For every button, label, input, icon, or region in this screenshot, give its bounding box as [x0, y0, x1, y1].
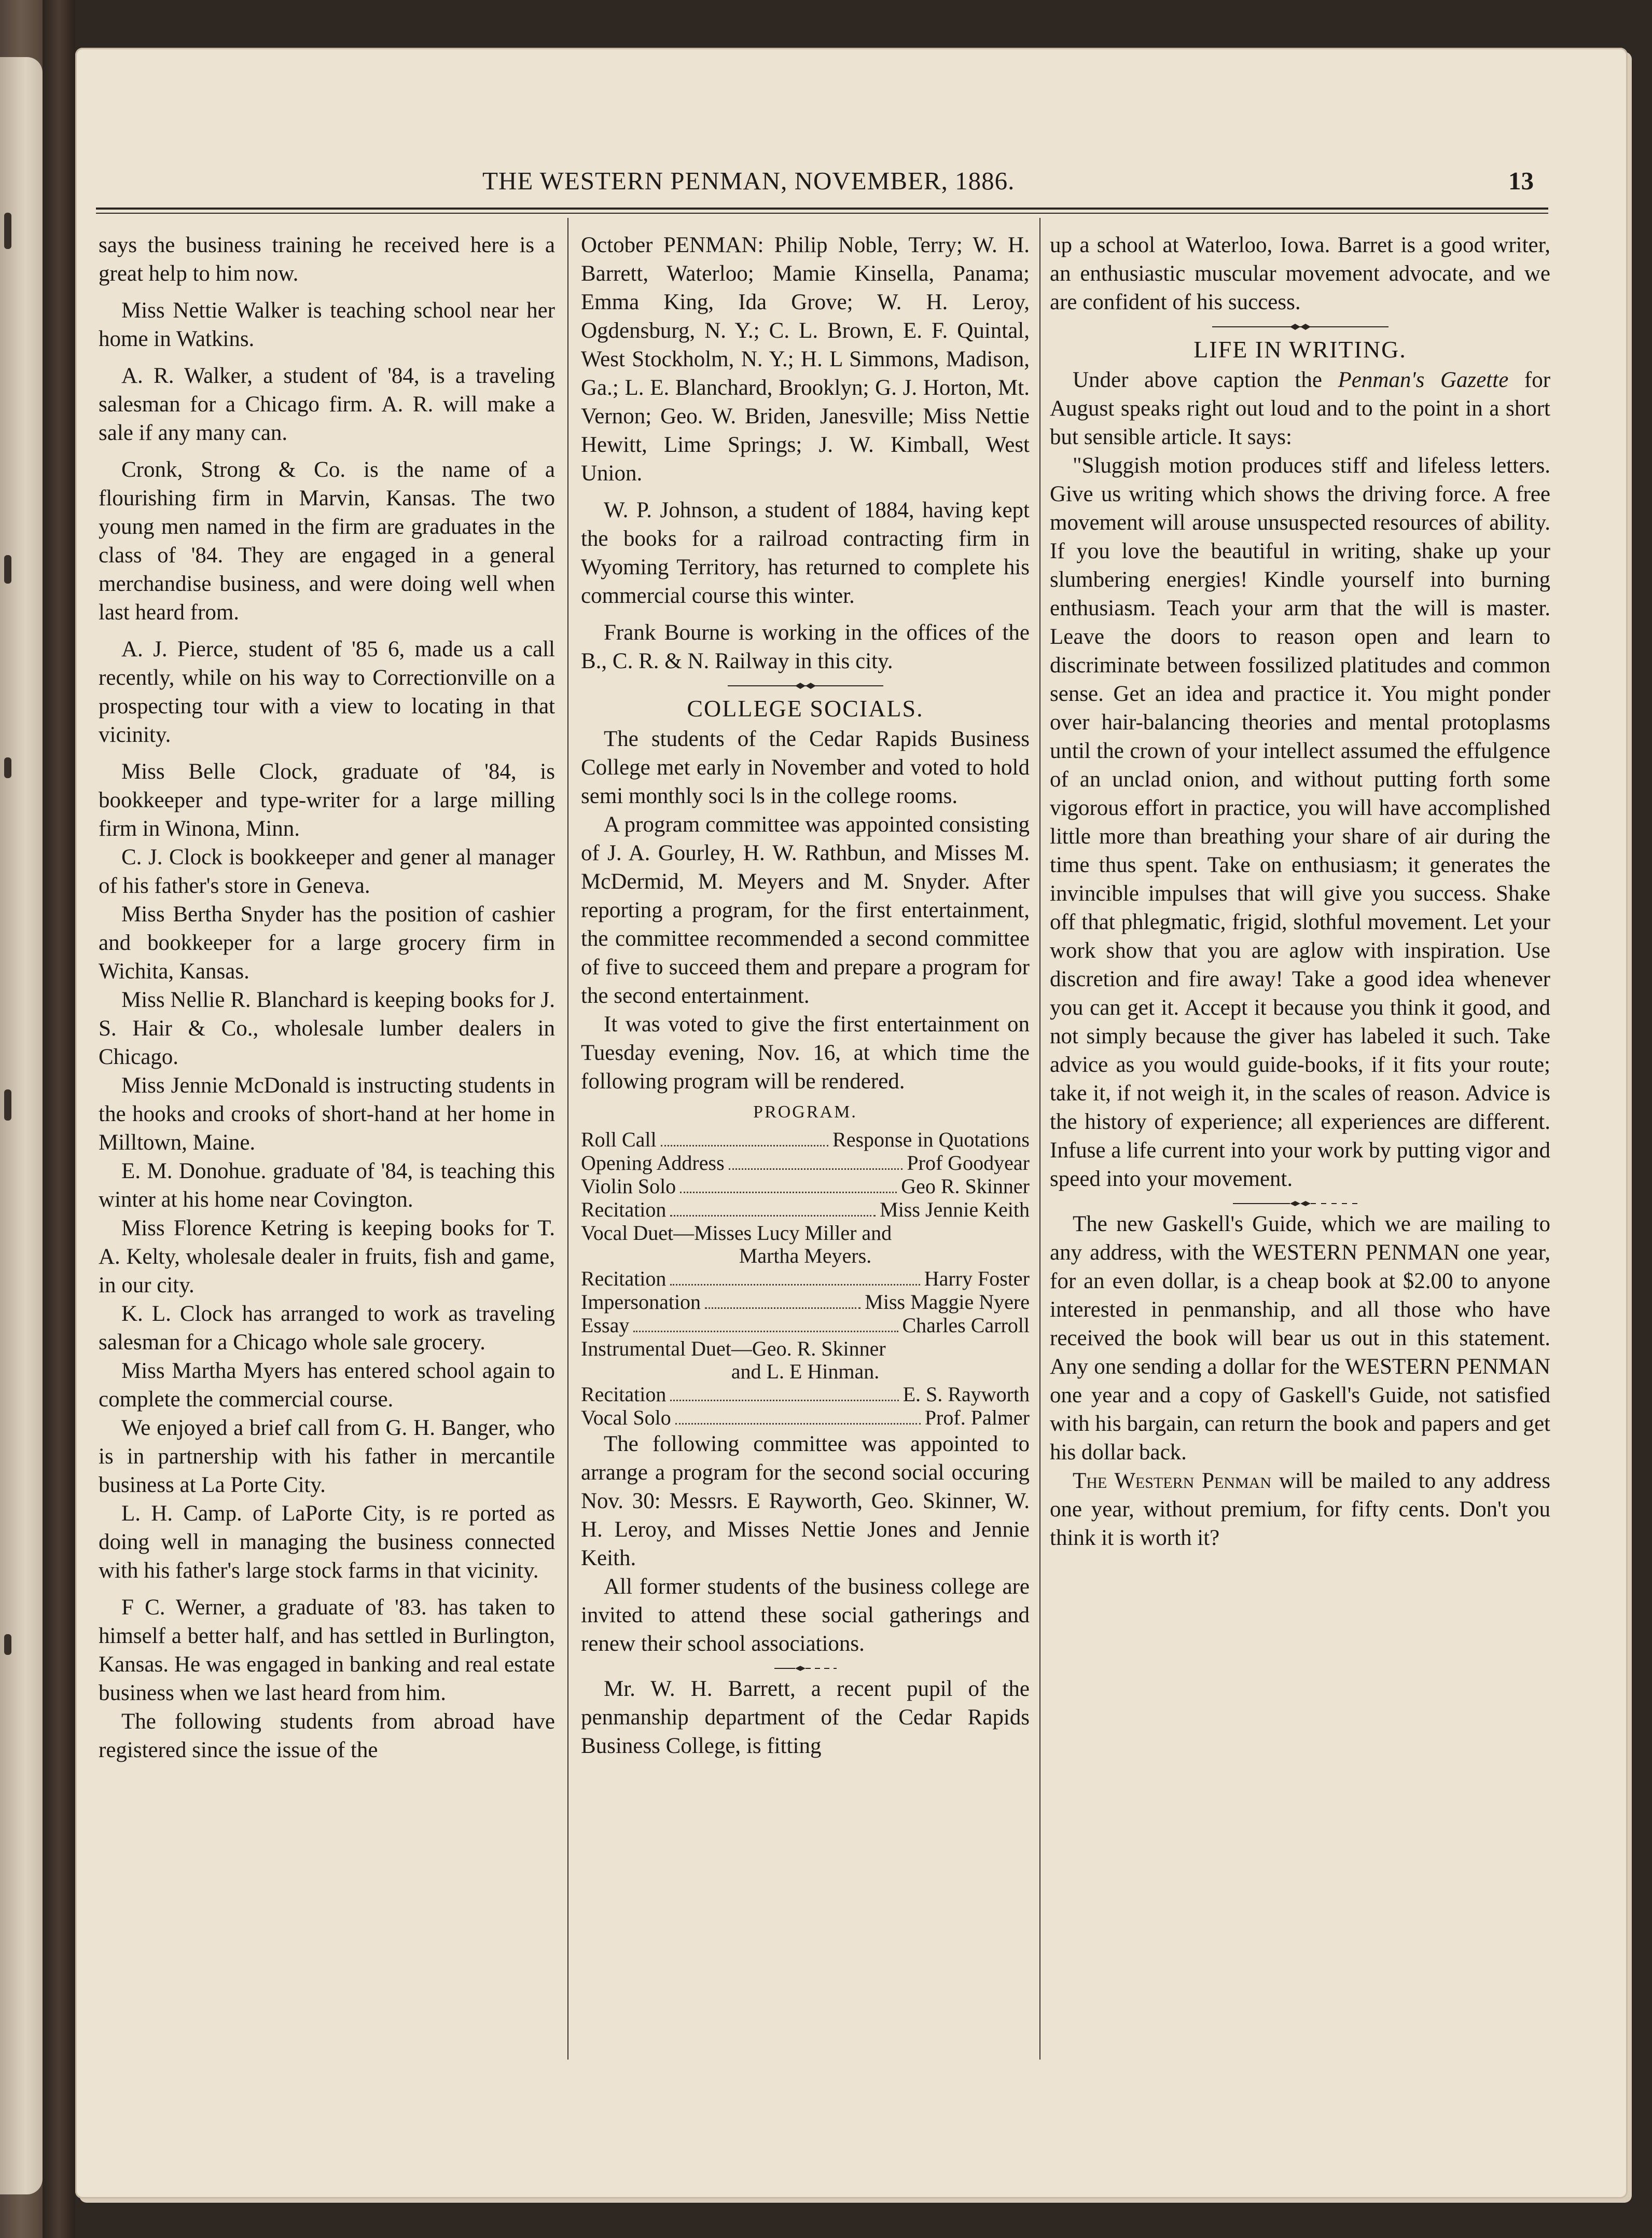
paragraph: The new Gaskell's Guide, which we are mailing to any address, with the WESTERN PENMAN one year, for an even dollar, is a cheap book at $2.00 to anyone interested in penmanship, and all those who have received the book will bear us out in this statement. Any one sending a dollar for the WESTERN PENMAN one year and a copy of Gaskell's Guide, not satisfied with his bargain, can return the book and papers and get his dollar back.: [1050, 1212, 1550, 1465]
program-item: [581, 1267, 1030, 1291]
paragraph: The following students from abroad have registered since the issue of the: [99, 1709, 555, 1762]
intro-text: for August speaks right out loud and to the point in a short but sensible article. It says:: [1050, 368, 1551, 449]
paragraph: Mr. W. H. Barrett, a recent pupil of the penmanship department of the Cedar Rapids Business College, is fitting: [581, 1677, 1030, 1758]
page-number: 13: [1508, 167, 1534, 195]
binding-mark: [4, 213, 11, 249]
program-item: [581, 1152, 1030, 1175]
leader-dots: [670, 1400, 898, 1401]
paragraph: E. M. Donohue. graduate of '84, is teaching this winter at his home near Covington.: [99, 1159, 555, 1212]
paragraph: K. L. Clock has arranged to work as traveling salesman for a Chicago whole sale grocery.: [99, 1302, 555, 1355]
leader-dots: [670, 1215, 876, 1217]
paragraph: [1050, 1467, 1550, 1552]
paragraph: Miss Nettie Walker is teaching school near her home in Watkins.: [99, 298, 555, 351]
leader-dots: [661, 1145, 828, 1146]
ornament-divider: [728, 681, 883, 691]
paragraph: [1050, 366, 1550, 451]
program-item-performer: Harry Foster: [924, 1267, 1030, 1290]
leader-dots: [670, 1284, 920, 1286]
leader-dots: [633, 1331, 898, 1332]
ornament-divider: [1233, 1198, 1368, 1209]
binding-mark: [4, 757, 11, 778]
column-2: [581, 231, 1030, 1760]
program-item: [581, 1291, 1030, 1314]
publication-name: Penman's Gazette: [1338, 368, 1509, 392]
paragraph: Miss Belle Clock, graduate of '84, is bookkeeper and type-writer for a large milling firm in Winona, Minn.: [99, 759, 555, 841]
header-title: THE WESTERN PENMAN, NOVEMBER, 1886.: [482, 167, 1015, 195]
program-item-title: Recitation: [581, 1383, 667, 1406]
paragraph: Cronk, Strong & Co. is the name of a flourishing firm in Marvin, Kansas. The two young men named in the firm are graduates in the class of '84. They are engaged in a general merchandise business, and were doing well when last heard from.: [99, 458, 555, 625]
paragraph: W. P. Johnson, a student of 1884, having kept the books for a railroad contracting firm in Wyoming Territory, has returned to complete his commercial course this winter.: [581, 498, 1030, 608]
program-heading: PROGRAM.: [753, 1102, 857, 1122]
paragraph: C. J. Clock is bookkeeper and gener al manager of his father's store in Geneva.: [99, 845, 555, 898]
program-item-continuation: and L. E Hinman.: [731, 1360, 880, 1383]
leader-dots: [705, 1307, 860, 1309]
ornament-divider: [1212, 322, 1389, 332]
program-item-performer: Miss Maggie Nyere: [865, 1290, 1030, 1314]
publication-name: The Western Penman: [1073, 1469, 1271, 1493]
binding-mark: [4, 555, 11, 584]
program-item-performer: Response in Quotations: [832, 1128, 1030, 1151]
paragraph: Miss Bertha Snyder has the position of cashier and bookkeeper for a large grocery firm in Wichita, Kansas.: [99, 902, 555, 984]
program-item-title: Recitation: [581, 1198, 667, 1221]
intro-text: Under above caption the: [1073, 368, 1338, 392]
leader-dots: [680, 1192, 897, 1193]
paragraph: All former students of the business college are invited to attend these social gatherings and renew their school associations.: [581, 1574, 1030, 1656]
program-item-performer: Charles Carroll: [902, 1314, 1030, 1337]
paragraph: It was voted to give the first entertainment on Tuesday evening, Nov. 16, at which time the following program will be rendered.: [581, 1012, 1030, 1094]
section-heading: LIFE IN WRITING.: [1193, 336, 1407, 363]
header-rule: [96, 208, 1548, 210]
paragraph: F C. Werner, a graduate of '83. has taken to himself a better half, and has settled in Burlington, Kansas. He was engaged in banking and real estate business when we last heard from him.: [99, 1595, 555, 1705]
paragraph: Miss Martha Myers has entered school again to complete the commercial course.: [99, 1359, 555, 1412]
paragraph: Miss Jennie McDonald is instructing students in the hooks and crooks of short-hand at her home in Milltown, Maine.: [99, 1073, 555, 1155]
program-item-performer: E. S. Rayworth: [903, 1383, 1030, 1406]
column-divider: [1039, 218, 1040, 2060]
paragraph: Miss Florence Ketring is keeping books for T. A. Kelty, wholesale dealer in fruits, fish and game, in our city.: [99, 1216, 555, 1297]
program-item: [581, 1337, 1030, 1360]
paragraph-text: will be mailed to any address one year, without premium, for fifty cents. Don't you think it is worth it?: [1050, 1469, 1551, 1550]
program-item-title: Opening Address: [581, 1151, 725, 1175]
paragraph: A program committee was appointed consisting of J. A. Gourley, H. W. Rathbun, and Misses M. McDermid, M. Meyers and M. Snyder. After reporting a program, for the first entertainment, the committee recommended a second committee of five to succeed them and prepare a program for the second entertainment.: [581, 812, 1030, 1008]
section-heading: COLLEGE SOCIALS.: [687, 695, 924, 722]
program-item-performer: Prof. Palmer: [924, 1406, 1030, 1429]
program-item-title: Recitation: [581, 1267, 667, 1290]
program-item-performer: Miss Jennie Keith: [880, 1198, 1030, 1221]
program-item: [581, 1198, 1030, 1222]
running-header: [96, 166, 1548, 208]
paragraph: up a school at Waterloo, Iowa. Barret is a good writer, an enthusiastic muscular movement advocate, and we are confident of his success.: [1050, 233, 1550, 314]
program-item-title: Impersonation: [581, 1290, 701, 1314]
quotation: "Sluggish motion produces stiff and lifeless letters. Give us writing which shows the driving force. A free movement will arouse unsuspected resources of ability. If you love the beautiful in writing, shake up your slumbering energies! Kindle yourself into burning enthusiasm. Teach your arm that the will is master. Leave the doors to reason open and learn to discriminate between fossilized platitudes and common sense. Get an idea and practice it. You might ponder over hair-balancing theories and mental protoplasms until the crown of your intellect assumed the effulgence of an unclad onion, and without putting forth some vigorous effort in practice, you will have accomplished little more than breathing your share of air during the time thus spent. Take on enthusiasm; it generates the invincible impulses that will give you success. Shake off that phlegmatic, frigid, slothful movement. Let your work show that you are aglow with inspiration. Use discretion and fire away! Take a good idea whenever you can get it. Accept it because you think it good, and not simply because the giver has labeled it such. Take advice as you would guide-books, if it fits your route; take it, if not weigh it, in the scales of reason. Advice is the history of experience; all experiences are different. Infuse a life current into your work by putting vigor and speed into your movement.: [1050, 453, 1550, 1191]
program-item-title: Vocal Solo: [581, 1406, 671, 1429]
program-item-title: Violin Solo: [581, 1175, 676, 1198]
book-gutter: [43, 0, 75, 2238]
program-item-title: Roll Call: [581, 1128, 657, 1151]
program-item-performer: Geo R. Skinner: [901, 1175, 1030, 1198]
leader-dots: [729, 1168, 903, 1170]
program-item: [581, 1314, 1030, 1337]
facing-page-edge: [0, 57, 43, 2194]
paragraph: Frank Bourne is working in the offices of the B., C. R. & N. Railway in this city.: [581, 620, 1030, 673]
program-item-performer: Prof Goodyear: [907, 1151, 1030, 1175]
paragraph: The students of the Cedar Rapids Business College met early in November and voted to hold semi monthly soci ls in the college rooms.: [581, 727, 1030, 808]
paragraph: We enjoyed a brief call from G. H. Banger, who is in partnership with his father in mercantile business at La Porte City.: [99, 1416, 555, 1497]
binding-mark: [4, 1634, 11, 1655]
column-1: [99, 231, 555, 1764]
paragraph: The following committee was appointed to arrange a program for the second social occuring Nov. 30: Messrs. E Rayworth, Geo. Skinner, W. H. Leroy, and Misses Nettie Jones and Jennie Keith.: [581, 1432, 1030, 1570]
program-item: [581, 1175, 1030, 1198]
paragraph: says the business training he received here is a great help to him now.: [99, 233, 555, 286]
program-item: [581, 1128, 1030, 1152]
paragraph: Miss Nellie R. Blanchard is keeping books for J. S. Hair & Co., wholesale lumber dealers in Chicago.: [99, 988, 556, 1069]
column-divider: [567, 218, 568, 2060]
paragraph: A. J. Pierce, student of '85 6, made us a call recently, while on his way to Correctionville on a prospecting tour with a view to locating in that vicinity.: [99, 637, 555, 747]
program-item: [581, 1222, 1030, 1245]
header-rule-thin: [96, 213, 1548, 214]
program-list: [581, 1128, 1030, 1430]
paragraph: L. H. Camp. of LaPorte City, is re ported as doing well in managing the business connected with his father's large stock farms in that vicinity.: [99, 1501, 555, 1583]
binding-mark: [4, 1089, 11, 1121]
paragraph: October PENMAN: Philip Noble, Terry; W. H. Barrett, Waterloo; Mamie Kinsella, Panama; Emma King, Ida Grove; W. H. Leroy, Ogdensburg, N. Y.; C. L. Brown, E. F. Quintal, West Stockholm, N. Y.; H. L Simmons, Madison, Ga.; L. E. Blanchard, Brooklyn; G. J. Horton, Mt. Vernon; Geo. W. Briden, Janesville; Miss Nettie Hewitt, Lime Springs; J. W. Kimball, West Union.: [581, 233, 1030, 486]
paragraph: A. R. Walker, a student of '84, is a traveling salesman for a Chicago firm. A. R. will make a sale if any many can.: [99, 364, 555, 445]
program-item-title: Vocal Duet—Misses Lucy Miller and: [581, 1221, 892, 1245]
ornament-divider: [764, 1663, 847, 1674]
leader-dots: [675, 1423, 921, 1425]
program-item: [581, 1406, 1030, 1430]
column-3: [1050, 231, 1550, 1552]
program-item-title: Essay: [581, 1314, 630, 1337]
program-item-title: Instrumental Duet—Geo. R. Skinner: [581, 1337, 886, 1360]
program-item: [581, 1383, 1030, 1406]
program-item-continuation: Martha Meyers.: [739, 1244, 872, 1267]
